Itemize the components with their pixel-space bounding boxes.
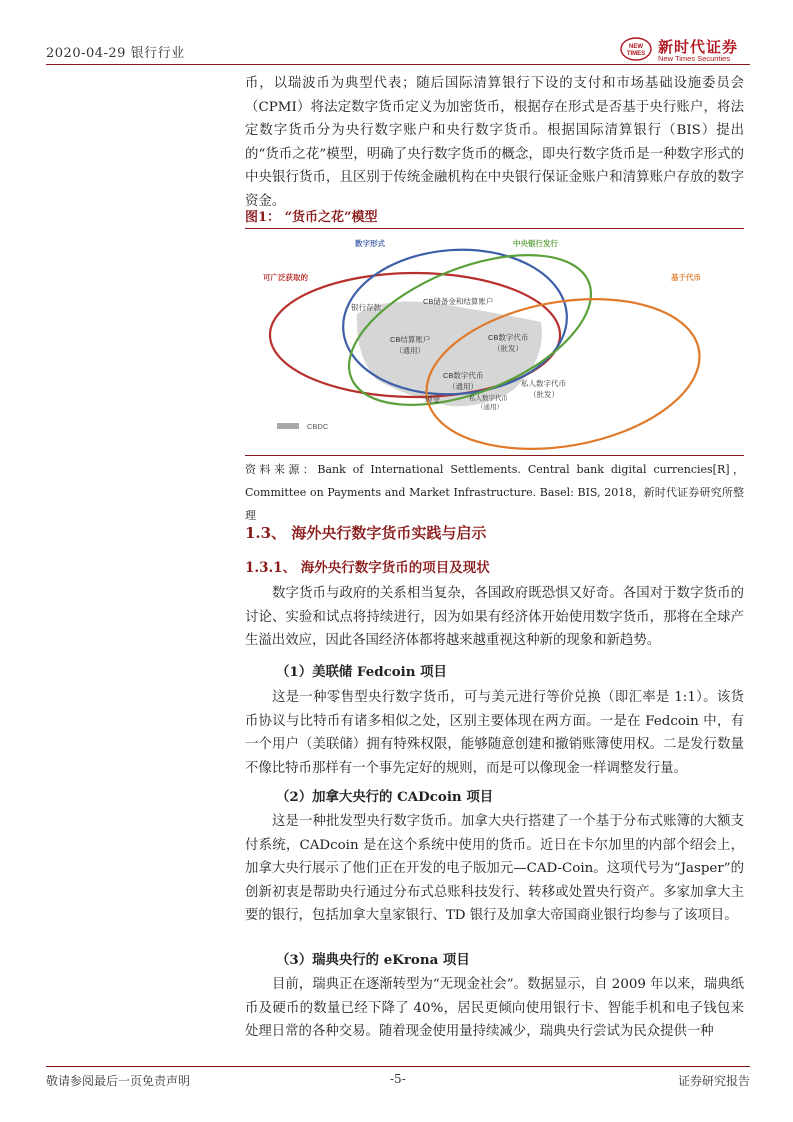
label-digital-form: 数字形式	[355, 239, 385, 248]
page-number: -5-	[390, 1072, 406, 1086]
svg-text:TIMES: TIMES	[626, 51, 646, 57]
intro-paragraph: 币，以瑞波币为典型代表；随后国际清算银行下设的支付和市场基础设施委员会（CPMI）将法定数字货币定义为加密货币，根据存在形式是否基于央行账户，将法定数字货币分为央行数字账户和央行数字货币。根据国际清算银行（BIS）提出的“货币之花”模型，明确了央行数字货币的概念，即央行数字货币是一种数字形式的中央银行货币，且区别于传统金融机构在中央银行保证金账户和清算账户存放的数字资金。	[245, 76, 744, 209]
subheading-fedcoin: （1）美联储 Fedcoin 项目	[276, 664, 447, 680]
figure-source: 资料来源：Bank of International Settlements. Central bank digital currencies[R]，Committee on Payments and Market Infrastructure. Basel: BIS, 2018，新时代证券研究所整理	[245, 463, 744, 522]
footer-disclaimer: 敬请参阅最后一页免责声明	[46, 1074, 191, 1088]
label-cbdc-legend: CBDC	[307, 422, 329, 431]
label-cb-settlement-2: （通用）	[395, 346, 425, 355]
label-private-token-wholesale-1: 私人数字代币	[521, 379, 566, 388]
label-private-token-wholesale-2: （批发）	[529, 390, 559, 399]
footer-rule	[46, 1066, 750, 1067]
label-cb-token-wholesale-2: （批发）	[493, 344, 523, 353]
page-header	[46, 36, 750, 62]
subheading-ekrona: （3）瑞典央行的 eKrona 项目	[276, 952, 470, 968]
label-token-based: 基于代币	[671, 273, 701, 282]
venn-diagram	[245, 230, 744, 453]
logo-badge-icon	[620, 36, 652, 62]
paragraph-cadcoin: 这是一种批发型央行数字货币。加拿大央行搭建了一个基于分布式账簿的大额支付系统，CADcoin 是在这个系统中使用的货币。近日在卡尔加里的内部个绍会上，加拿大央行展示了他们正在开发的电子版加元—CAD-Coin。这项代号为“Jasper”的创新初衷是帮助央行通过分布式总账科技发行、转移或处置央行资产。多家加拿大主要的银行，包括加拿大皇家银行、TD 银行及加拿大帝国商业银行均参与了该项目。	[245, 814, 744, 923]
section-heading-1-3: 1.3、 海外央行数字货币实践与启示	[245, 524, 487, 542]
label-cb-token-wholesale-1: CB数字代币	[488, 333, 529, 342]
header-rule	[46, 64, 750, 65]
label-private-token-general-2: （通用）	[477, 404, 503, 411]
logo-english-name: New Times Securities	[658, 54, 731, 63]
figure-bottom-rule	[245, 455, 744, 456]
label-central-bank-issued: 中央银行发行	[513, 239, 558, 248]
label-widely-accessible: 可广泛获取的	[263, 273, 308, 282]
logo-chinese-name: 新时代证券	[658, 38, 739, 56]
paragraph-intro-digital-currency: 数字货币与政府的关系相当复杂，各国政府既恐惧又好奇。各国对于数字货币的讨论、实验和试点将持续进行，因为如果有经济体开始使用数字货币，那将在全球产生溢出效应，因此各国经济体都将越来越重视这种新的现象和新趋势。	[245, 586, 744, 648]
section-heading-1-3-1: 1.3.1、 海外央行数字货币的项目及现状	[245, 560, 490, 576]
svg-text:NEW: NEW	[629, 44, 643, 50]
paragraph-fedcoin: 这是一种零售型央行数字货币，可与美元进行等价兑换（即汇率是 1:1）。该货币协议与比特币有诸多相似之处，区别主要体现在两方面。一是在 Fedcoin 中，有一个用户（美联储）拥有特殊权限，能够随意创建和撤销账簿使用权。二是发行数量不像比特币那样有一个事先定好的规则，而是可以像现金一样调整发行量。	[245, 690, 744, 776]
label-bank-deposits: 银行存款	[351, 303, 381, 312]
footer-report-type: 证券研究报告	[677, 1074, 750, 1088]
subheading-cadcoin: （2）加拿大央行的 CADcoin 项目	[276, 789, 494, 805]
label-cb-reserves: CB储备金和结算账户	[423, 297, 494, 306]
company-logo	[620, 36, 750, 66]
figure-title: 图1： “货币之花”模型	[245, 210, 378, 225]
cbdc-legend-swatch	[277, 423, 299, 429]
header-date-category: 2020-04-29 银行行业	[46, 46, 185, 61]
label-cash: 现金	[425, 395, 440, 404]
paragraph-ekrona: 目前，瑞典正在逐渐转型为“无现金社会”。数据显示，自 2009 年以来，瑞典纸币及硬币的数量已经下降了 40%，居民更倾向使用银行卡、智能手机和电子钱包来处理日常的各种交易。随着现金使用量持续减少，瑞典央行尝试为民众提供一种	[245, 977, 744, 1039]
figure-top-rule	[245, 228, 744, 229]
label-cb-token-general-1: CB数字代币	[443, 371, 484, 380]
label-private-token-general-1: 私人数字代币	[469, 395, 508, 402]
money-flower-diagram	[245, 230, 744, 453]
label-cb-settlement-1: CB结算账户	[390, 335, 431, 344]
label-cb-token-general-2: （通用）	[448, 382, 478, 391]
